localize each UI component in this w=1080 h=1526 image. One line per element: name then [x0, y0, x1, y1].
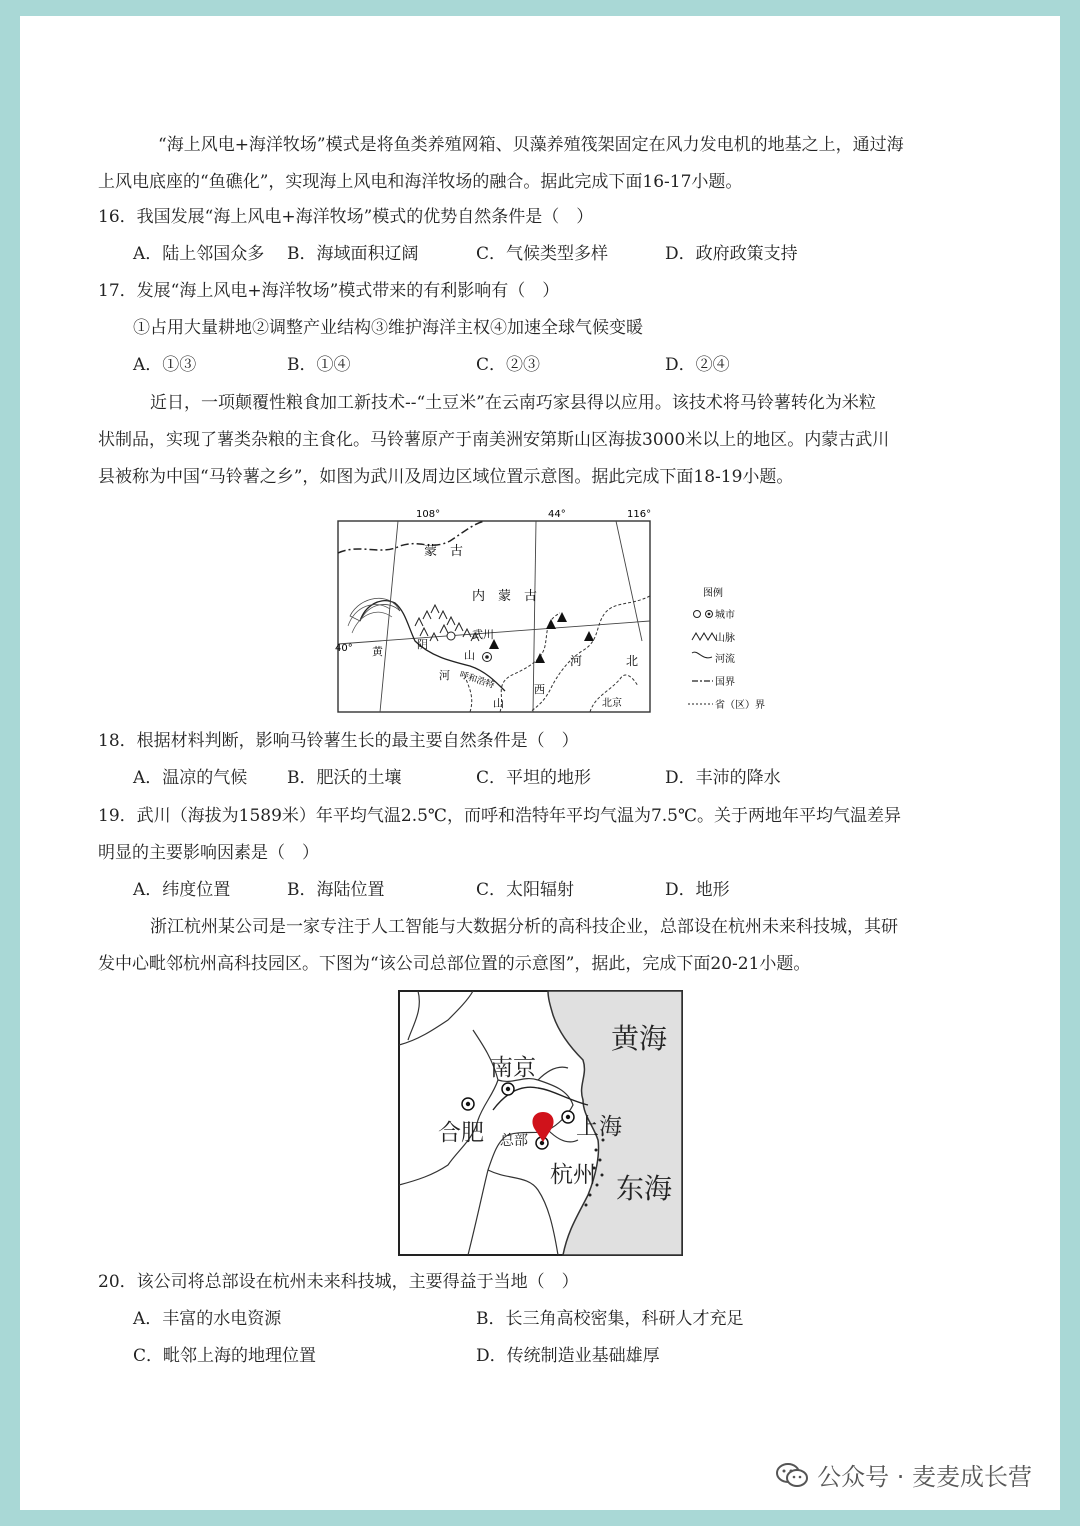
yellow-sea-label: 黄海	[611, 1022, 668, 1055]
q20-option-b[interactable]: B．长三角高校密集，科研人才充足	[476, 1309, 744, 1329]
shanxi-label-1: 山	[493, 697, 504, 710]
hq-location-map	[398, 990, 683, 1256]
q19-option-a[interactable]: A．纬度位置	[133, 880, 231, 900]
wuchuan-label: 武川	[472, 628, 494, 641]
hq-label: 总部	[500, 1133, 528, 1149]
legend-title: 图例	[703, 588, 723, 599]
q16-option-a[interactable]: A．陆上邻国众多	[133, 244, 265, 264]
q17-items: ①占用大量耕地②调整产业结构③维护海洋主权④加速全球气候变暖	[133, 318, 643, 338]
q20-option-d[interactable]: D．传统制造业基础雄厚	[476, 1346, 660, 1366]
shan-label: 山	[464, 649, 475, 662]
hebei-label-1: 河	[570, 654, 583, 668]
q19-option-d[interactable]: D．地形	[665, 880, 730, 900]
hangzhou-label: 杭州	[550, 1162, 596, 1188]
passage3-line1: 浙江杭州某公司是一家专注于人工智能与大数据分析的高科技企业，总部设在杭州未来科技城，其研	[150, 917, 898, 937]
passage2-line3: 县被称为中国“马铃薯之乡”，如图为武川及周边区域位置示意图。据此完成下面18-19小题。	[98, 467, 794, 487]
q18-stem: 18．根据材料判断，影响马铃薯生长的最主要自然条件是（ ）	[98, 731, 579, 751]
q16-option-b[interactable]: B．海域面积辽阔	[287, 244, 419, 264]
q16-option-c[interactable]: C．气候类型多样	[476, 244, 609, 264]
q17-option-d[interactable]: D．②④	[665, 355, 730, 375]
mongolia-label: 蒙 古	[424, 544, 464, 559]
q19-line1: 19．武川（海拔为1589米）年平均气温2.5℃，而呼和浩特年平均气温为7.5℃。关于两地年平均气温差异	[98, 806, 901, 826]
huang-label: 黄	[372, 645, 383, 658]
lon-108-label: 108°	[416, 509, 441, 520]
q17-option-b[interactable]: B．①④	[287, 355, 351, 375]
nanjing-label: 南京	[490, 1055, 536, 1081]
q18-option-b[interactable]: B．肥沃的土壤	[287, 768, 402, 788]
legend-mountain-icon	[692, 633, 716, 640]
q16-option-d[interactable]: D．政府政策支持	[665, 244, 798, 264]
legend-river-icon	[692, 652, 712, 658]
hohhot-label: 呼和浩特	[458, 670, 496, 691]
legend-province-label: 省（区）界	[715, 700, 765, 711]
q17-stem: 17．发展“海上风电+海洋牧场”模式带来的有利影响有（ ）	[98, 281, 560, 301]
passage1-line2: 上风电底座的“鱼礁化”，实现海上风电和海洋牧场的融合。据此完成下面16-17小题。	[98, 172, 743, 192]
hohhot-city-dot	[485, 655, 489, 659]
watermark-text: 公众号 · 麦麦成长营	[817, 1463, 1032, 1491]
wuchuan-region-map	[320, 501, 780, 716]
q17-option-a[interactable]: A．①③	[133, 355, 197, 375]
shanxi-label-2: 西	[534, 683, 545, 696]
lon-44-label: 44°	[548, 509, 566, 520]
q19-option-b[interactable]: B．海陆位置	[287, 880, 385, 900]
q18-option-d[interactable]: D．丰沛的降水	[665, 768, 781, 788]
wuchuan-city-icon	[447, 632, 455, 640]
passage1-line1: “海上风电+海洋牧场”模式是将鱼类养殖网箱、贝藻养殖筏架固定在风力发电机的地基之上，通过海	[158, 135, 904, 155]
passage2-line1: 近日，一项颠覆性粮食加工新技术--“土豆米”在云南巧家县得以应用。该技术将马铃薯转化为米粒	[150, 393, 876, 413]
legend-river-label: 河流	[715, 654, 735, 665]
legend-mountain-label: 山脉	[715, 633, 735, 644]
passage3-line2: 发中心毗邻杭州高科技园区。下图为“该公司总部位置的示意图”，据此，完成下面20-21小题。	[98, 954, 811, 974]
shanghai-label: 上海	[576, 1114, 622, 1140]
inner-mongolia-label: 内 蒙 古	[472, 589, 538, 604]
q19-option-c[interactable]: C．太阳辐射	[476, 880, 575, 900]
hefei-label: 合肥	[438, 1120, 484, 1146]
passage2-line2: 状制品，实现了薯类杂粮的主食化。马铃薯原产于南美洲安第斯山区海拔3000米以上的地区。内蒙古武川	[98, 430, 890, 450]
q16-stem: 16．我国发展“海上风电+海洋牧场”模式的优势自然条件是（ ）	[98, 207, 594, 227]
q20-option-a[interactable]: A．丰富的水电资源	[133, 1309, 282, 1329]
wechat-watermark	[775, 1457, 1032, 1492]
q20-option-c[interactable]: C．毗邻上海的地理位置	[133, 1346, 317, 1366]
q17-option-c[interactable]: C．②③	[476, 355, 541, 375]
lon-116-label: 116°	[627, 509, 652, 520]
legend-border-label: 国界	[715, 677, 735, 688]
q20-stem: 20．该公司将总部设在杭州未来科技城，主要得益于当地（ ）	[98, 1272, 579, 1292]
exam-page	[20, 16, 1060, 1510]
he-label: 河	[439, 669, 450, 682]
q18-option-c[interactable]: C．平坦的地形	[476, 768, 592, 788]
q18-option-a[interactable]: A．温凉的气候	[133, 768, 248, 788]
hebei-label-2: 北	[626, 654, 639, 668]
legend-city-label: 城市	[715, 610, 735, 621]
beijing-label: 北京	[602, 698, 622, 709]
lat-40-label: 40°	[335, 643, 353, 654]
east-sea-label: 东海	[616, 1172, 673, 1205]
legend-city-icon	[694, 611, 701, 618]
yin-label: 阴	[417, 638, 428, 651]
wechat-icon	[775, 1461, 809, 1489]
q19-line2: 明显的主要影响因素是（ ）	[98, 843, 319, 863]
